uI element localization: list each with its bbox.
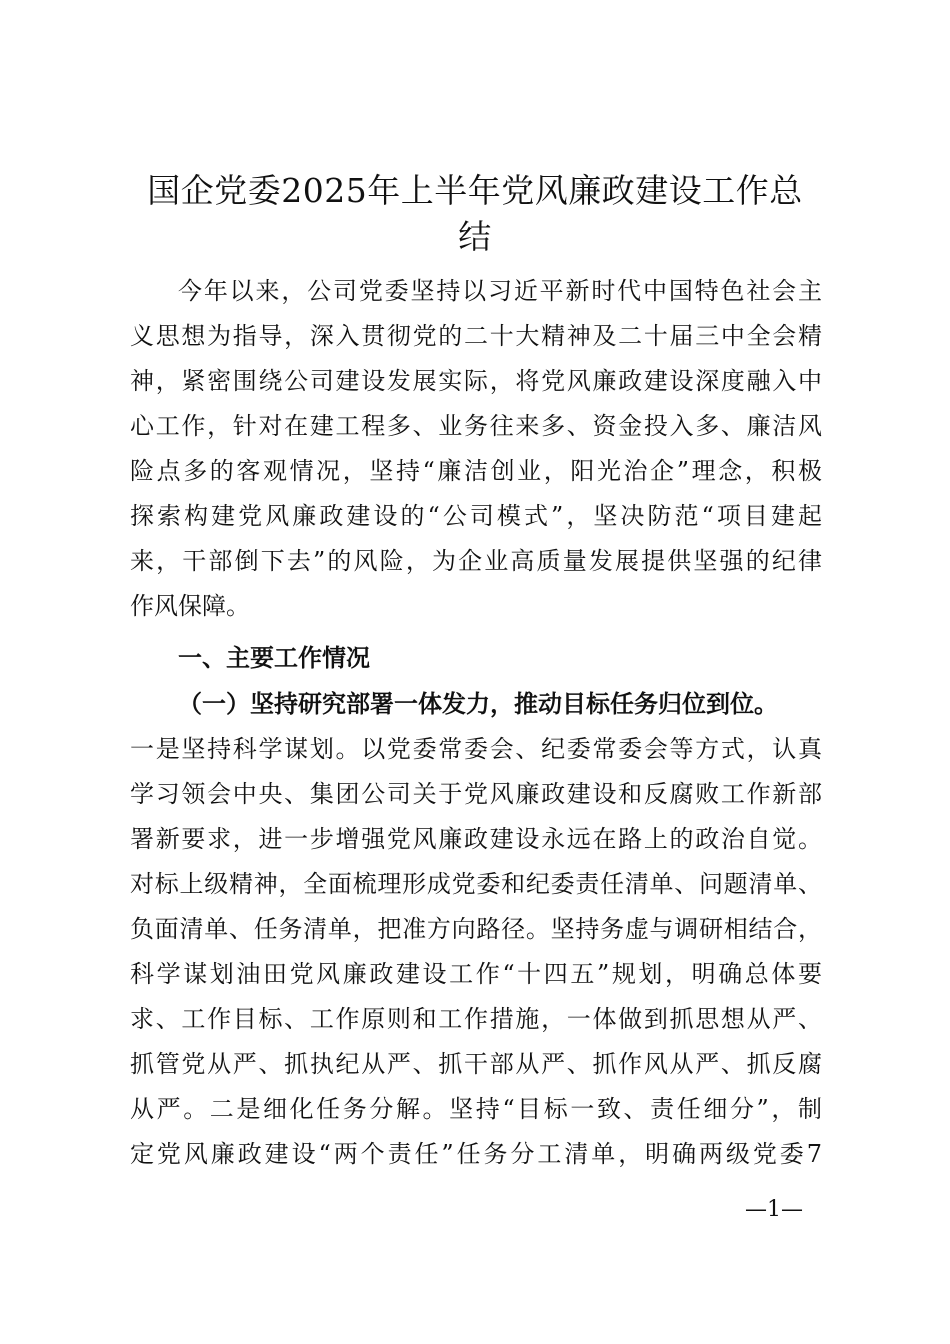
intro-line: 作风保障。: [130, 592, 250, 620]
body-line: 一是坚持科学谋划。以党委常委会、纪委常委会等方式，认真: [130, 735, 822, 763]
intro-line: 心工作，针对在建工程多、业务往来多、资金投入多、廉洁风: [130, 412, 822, 440]
intro-line: 探索构建党风廉政建设的“公司模式”，坚决防范“项目建起: [130, 502, 822, 530]
body-line: 负面清单、任务清单，把准方向路径。坚持务虚与调研相结合，: [130, 915, 822, 943]
body-line: 署新要求，进一步增强党风廉政建设永远在路上的政治自觉。: [130, 825, 822, 853]
intro-line: 今年以来，公司党委坚持以习近平新时代中国特色社会主: [178, 277, 822, 305]
body-line: 对标上级精神，全面梳理形成党委和纪委责任清单、问题清单、: [130, 870, 822, 898]
intro-line: 险点多的客观情况，坚持“廉洁创业，阳光治企”理念，积极: [130, 457, 822, 485]
body-line: 学习领会中央、集团公司关于党风廉政建设和反腐败工作新部: [130, 780, 822, 808]
body-line: 科学谋划油田党风廉政建设工作“十四五”规划，明确总体要: [130, 960, 822, 988]
intro-line: 义思想为指导，深入贯彻党的二十大精神及二十届三中全会精: [130, 322, 822, 350]
subsection-heading: （一）坚持研究部署一体发力，推动目标任务归位到位。: [178, 689, 778, 718]
title-line-1: 国企党委2025年上半年党风廉政建设工作总: [147, 171, 803, 210]
body-line: 定党风廉政建设“两个责任”任务分工清单，明确两级党委7: [130, 1140, 822, 1168]
document-title: [120, 168, 830, 260]
title-line-2: 结: [458, 217, 492, 256]
body-line: 抓管党从严、抓执纪从严、抓干部从严、抓作风从严、抓反腐: [130, 1050, 822, 1078]
intro-line: 神，紧密围绕公司建设发展实际，将党风廉政建设深度融入中: [130, 367, 822, 395]
intro-line: 来，干部倒下去”的风险，为企业高质量发展提供坚强的纪律: [130, 547, 822, 575]
section-heading: 一、主要工作情况: [178, 644, 370, 672]
body-line: 从严。二是细化任务分解。坚持“目标一致、责任细分”，制: [130, 1095, 822, 1123]
body-line: 求、工作目标、工作原则和工作措施，一体做到抓思想从严、: [130, 1005, 822, 1033]
page-number: —1—: [745, 1197, 803, 1222]
